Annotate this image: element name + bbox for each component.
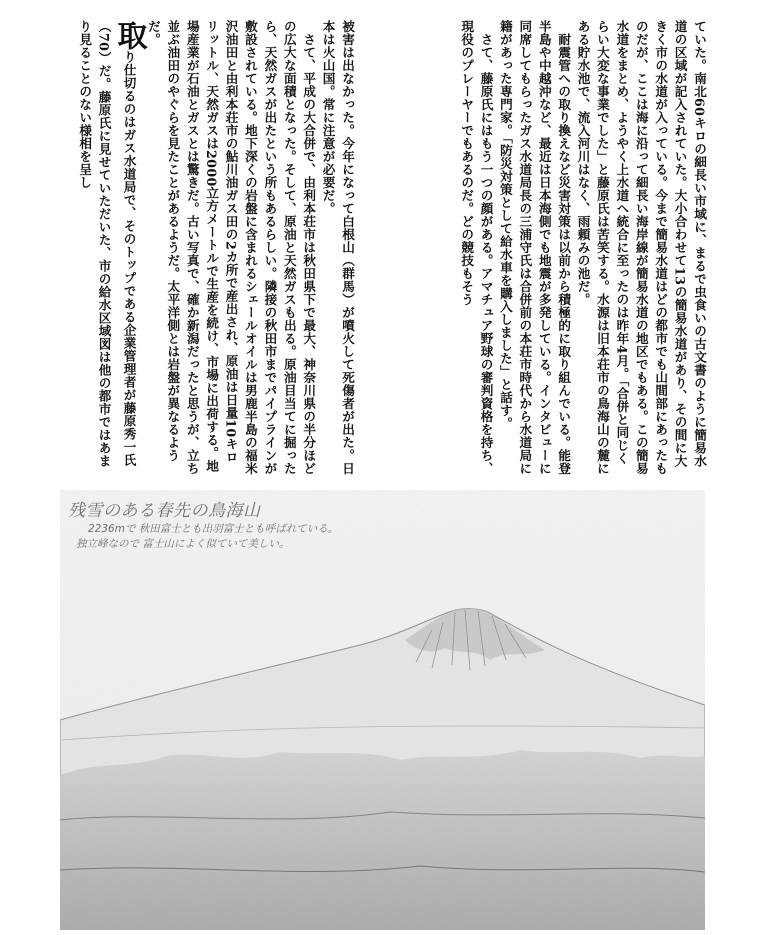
sketch-note: 2236mで 秋田富士とも出羽富士とも呼ばれている。	[88, 523, 339, 535]
article-column-right	[366, 20, 709, 475]
mountain-sketch-illustration	[60, 490, 705, 930]
drop-cap-paragraph-text: り仕切るのはガス水道局で、そのトップである企業管理者が藤原秀一氏（70）だ。藤原氏に見せていただいた、市の給水区域図は他の都市ではあまり見ることのない様相を呈し	[77, 20, 137, 468]
article-paragraph: さて、藤原氏にはもう一つの顔がある。アマチュア野球の審判資格を持ち、現役のプレーヤーでもあるのだ。どの競技もそう	[459, 20, 494, 475]
article-paragraph: さて、平成の大合併で、由利本荘市は秋田県下で最大、神奈川県の半分ほどの広大な面積となった。そして、原油と天然ガスも出る。原油目当てに掘ったら、天然ガスが出たという所もあるらしい。隣接の秋田市までパイプラインが敷設されている。地下深くの岩盤に含まれるシェールオイルは男鹿半島の福米沢油田と由利本荘市の鮎川油ガス田の2カ所で産出され、原油は日量10キロリットル、天然ガスは2000立方メートルで生産を続け、市場に出荷する。地場産業が石油とガスとは驚きだ。古い写真で、確か新潟だったと思うが、立ち並ぶ油田のやぐらを見たことがあるようだ。太平洋側とは岩盤が異なるようだ。	[145, 20, 317, 475]
sketch-note: 独立峰なので 富士山によく似ていて美しい。	[76, 538, 290, 550]
article-paragraph: ていた。南北60キロの細長い市域に、まるで虫食いの古文書のように簡易水道の区域が記入されていた。大小合わせて13の簡易水道があり、その間に大きく市の水道が入っている。今まで簡易水道はどの都市でも山間部にあったものだが、ここは海に沿って細長い海岸線が簡易水道の地区でもある。この簡易水道をまとめ、ようやく上水道へ統合に至ったのは昨年4月。「合併と同じくらい大変な事業でした」と藤原氏は苦笑する。水源は旧本荘市の鳥海山の麓にある貯水池で、流入河川はなく、雨頼みの池だ。	[575, 20, 707, 475]
article-paragraph: 耐震管への取り換えなど災害対策は以前から積極的に取り組んでいる。能登半島や中越沖など、最近は日本海側でも地震が多発している。インタビューに同席してもらったガス水道局長の三浦守氏は合併前の本荘市時代から水道局に籍があった専門家。「防災対策として給水車を購入しました」と話す。	[497, 20, 572, 475]
article-paragraph	[75, 20, 147, 475]
sketch-title: 残雪のある春先の鳥海山	[68, 501, 261, 521]
article-column-left	[45, 20, 357, 475]
drop-cap: 取	[111, 20, 147, 51]
pencil-grain-texture	[60, 490, 705, 930]
article-paragraph: 被害は出なかった。今年になって白根山（群馬）が噴火して死傷者が出た。日本は火山国。常に注意が必要だ。	[320, 20, 355, 475]
pencil-drawing	[60, 490, 705, 930]
